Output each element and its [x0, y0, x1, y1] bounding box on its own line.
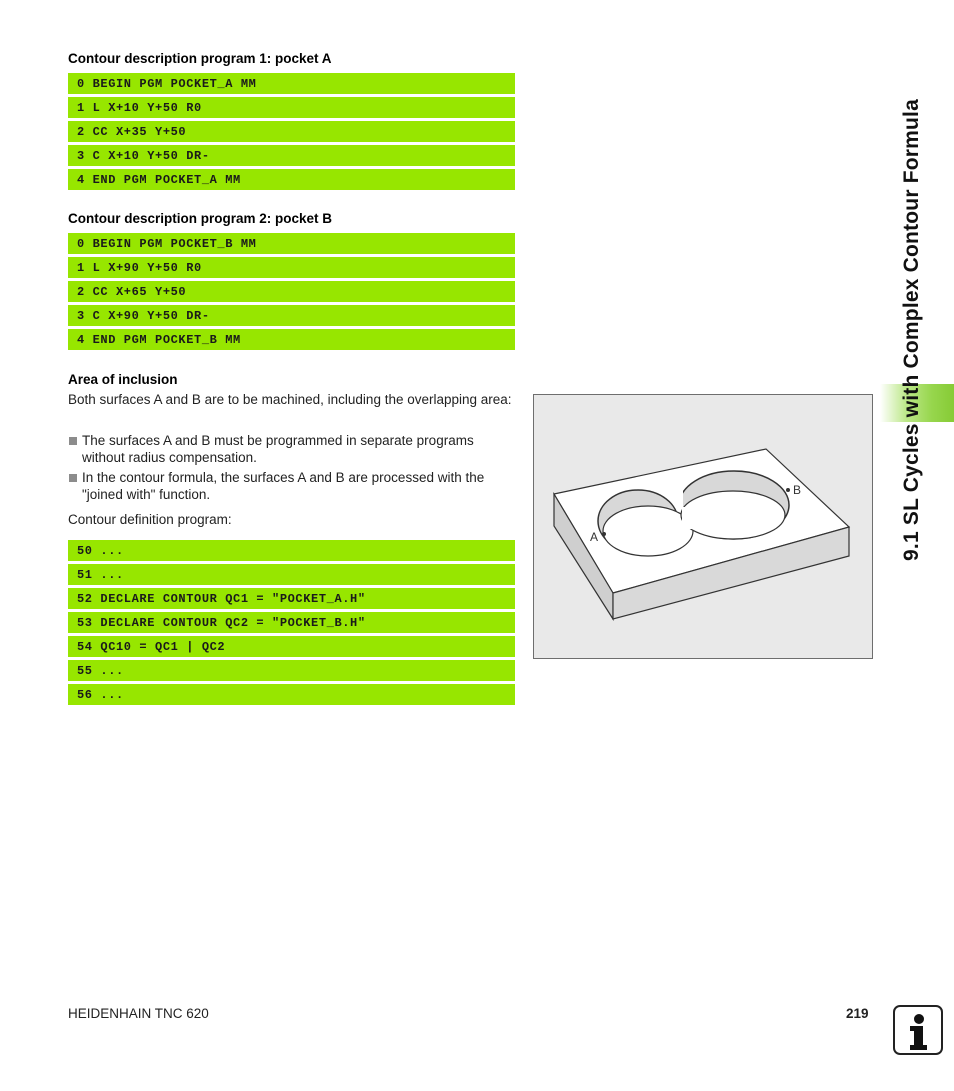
code-line: 52 DECLARE CONTOUR QC1 = "POCKET_A.H"	[68, 588, 515, 609]
code-line: 4 END PGM POCKET_A MM	[68, 169, 515, 190]
code-line: 4 END PGM POCKET_B MM	[68, 329, 515, 350]
code-line: 3 C X+90 Y+50 DR-	[68, 305, 515, 326]
bullet-item	[68, 433, 515, 466]
point-b-marker	[786, 488, 790, 492]
bullet-item	[68, 470, 515, 503]
point-a-marker	[602, 532, 606, 536]
pocket-illustration	[533, 394, 873, 659]
code-block-contour-definition	[68, 540, 515, 708]
info-icon	[893, 1005, 943, 1055]
footer-manual-name: HEIDENHAIN TNC 620	[68, 1006, 209, 1021]
section-heading-pocket-b: Contour description program 2: pocket B	[68, 211, 333, 226]
code-line: 3 C X+10 Y+50 DR-	[68, 145, 515, 166]
code-line: 56 ...	[68, 684, 515, 705]
workpiece-drawing	[534, 395, 872, 658]
code-block-pocket-b	[68, 233, 515, 353]
code-line: 0 BEGIN PGM POCKET_A MM	[68, 73, 515, 94]
code-line: 0 BEGIN PGM POCKET_B MM	[68, 233, 515, 254]
intro-paragraph: Both surfaces A and B are to be machined, including the overlapping area:	[68, 392, 512, 407]
bullet-text: The surfaces A and B must be programmed in separate programs without radius compensation.	[82, 433, 474, 465]
label-b: B	[793, 483, 802, 497]
code-line: 54 QC10 = QC1 | QC2	[68, 636, 515, 657]
label-a: A	[590, 530, 599, 544]
code-line: 53 DECLARE CONTOUR QC2 = "POCKET_B.H"	[68, 612, 515, 633]
bullet-text: In the contour formula, the surfaces A and B are processed with the "joined with" function.	[82, 470, 485, 502]
page-number: 219	[846, 1006, 869, 1021]
code-line: 55 ...	[68, 660, 515, 681]
code-line: 51 ...	[68, 564, 515, 585]
code-block-pocket-a	[68, 73, 515, 193]
section-heading-pocket-a: Contour description program 1: pocket A	[68, 51, 332, 66]
chapter-title: 9.1 SL Cycles with Complex Contour Formula	[900, 99, 923, 561]
code-line: 1 L X+90 Y+50 R0	[68, 257, 515, 278]
section-heading-inclusion: Area of inclusion	[68, 372, 178, 387]
bullet-square-icon	[69, 437, 77, 445]
code-line: 1 L X+10 Y+50 R0	[68, 97, 515, 118]
code-line: 50 ...	[68, 540, 515, 561]
code-line: 2 CC X+35 Y+50	[68, 121, 515, 142]
code-line: 2 CC X+65 Y+50	[68, 281, 515, 302]
bullet-square-icon	[69, 474, 77, 482]
definition-label: Contour definition program:	[68, 512, 232, 527]
